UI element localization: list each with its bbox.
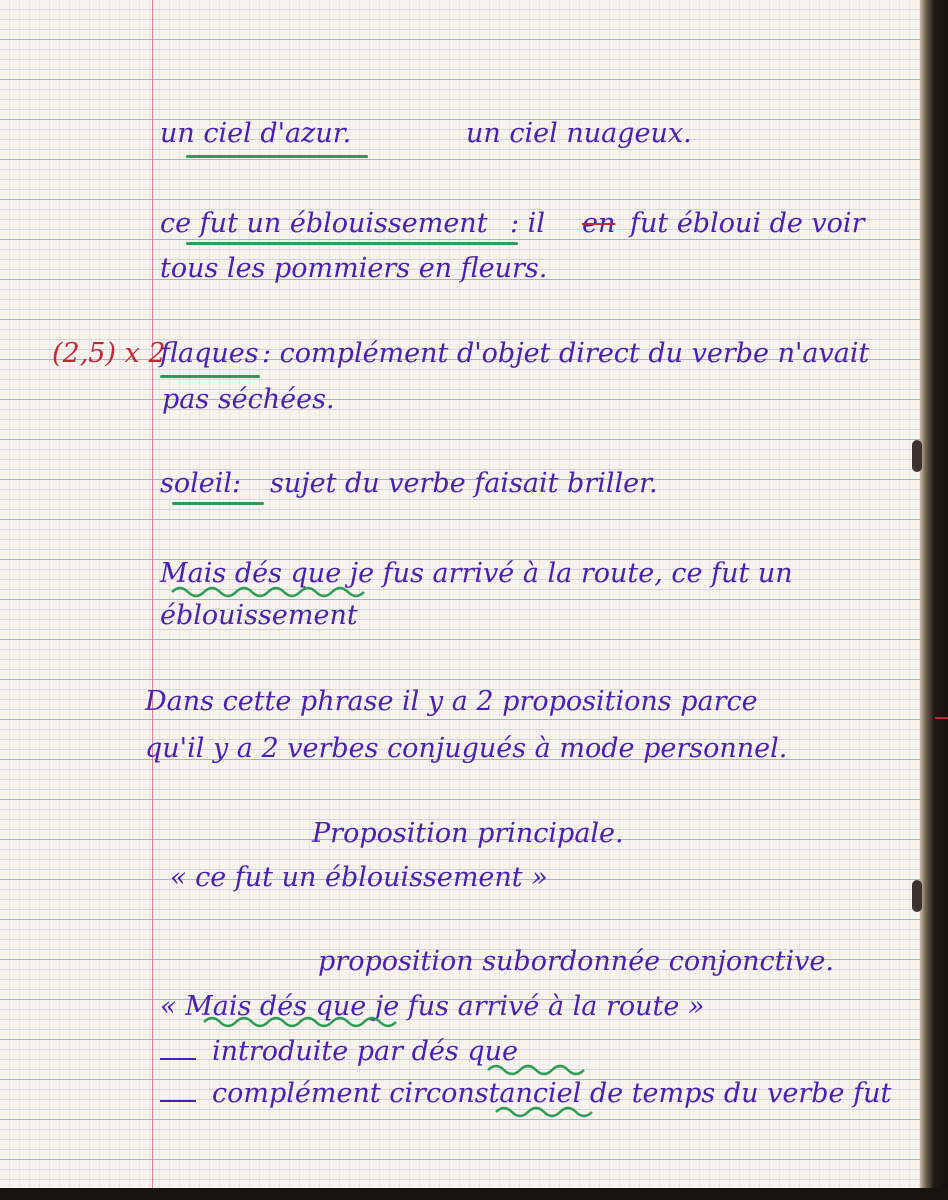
text-pas-sechees: pas séchées. [162,384,335,415]
text-quote-principale: « ce fut un éblouissement » [170,862,548,893]
text-il: : il [510,208,545,239]
binding-hole [912,440,922,472]
heading-proposition-subordonnee: proposition subordonnée conjonctive. [318,946,834,977]
text-eblouissement: éblouissement [160,600,358,631]
grade-mark: (2,5) x 2 [52,338,166,369]
text-dans-cette-phrase: Dans cette phrase il y a 2 propositions parce [145,686,758,717]
text-quote-subordonnee: « Mais dés que je fus arrivé à la route » [160,991,705,1022]
heading-proposition-principale: Proposition principale. [312,818,624,849]
green-underline [160,375,260,378]
text-pommiers: tous les pommiers en fleurs. [160,253,548,284]
page-binding-edge [920,0,948,1200]
dash-bullet [160,1058,196,1060]
text-ciel-nuageux: un ciel nuageux. [466,118,692,149]
green-underline [186,155,368,158]
text-ebloui-de-voir: fut ébloui de voir [630,208,865,239]
text-verbes-conjugues: qu'il y a 2 verbes conjugués à mode personnel. [145,733,788,764]
text-flaques: flaques [160,338,259,369]
text-sujet: sujet du verbe faisait briller. [270,468,658,499]
green-underline [172,502,264,505]
text-complement-circonstanciel: complément circonstanciel de temps du verbe fut [212,1078,892,1109]
margin-line [152,0,153,1188]
text-fut-eblouissement: ce fut un éblouissement [160,208,488,239]
text-introduite: introduite par dés que [212,1036,518,1067]
text-mais-des-que: Mais dés que je fus arrivé à la route, ce fut un [160,558,793,589]
text-cod: : complément d'objet direct du verbe n'avait [262,338,870,369]
text-soleil: soleil: [160,468,242,499]
green-underline [186,242,518,245]
text-ciel-azur: un ciel d'azur. [160,118,352,149]
dash-bullet [160,1100,196,1102]
page-bottom-edge [0,1188,948,1200]
binding-hole [912,880,922,912]
text-struck-en: en [582,208,616,239]
